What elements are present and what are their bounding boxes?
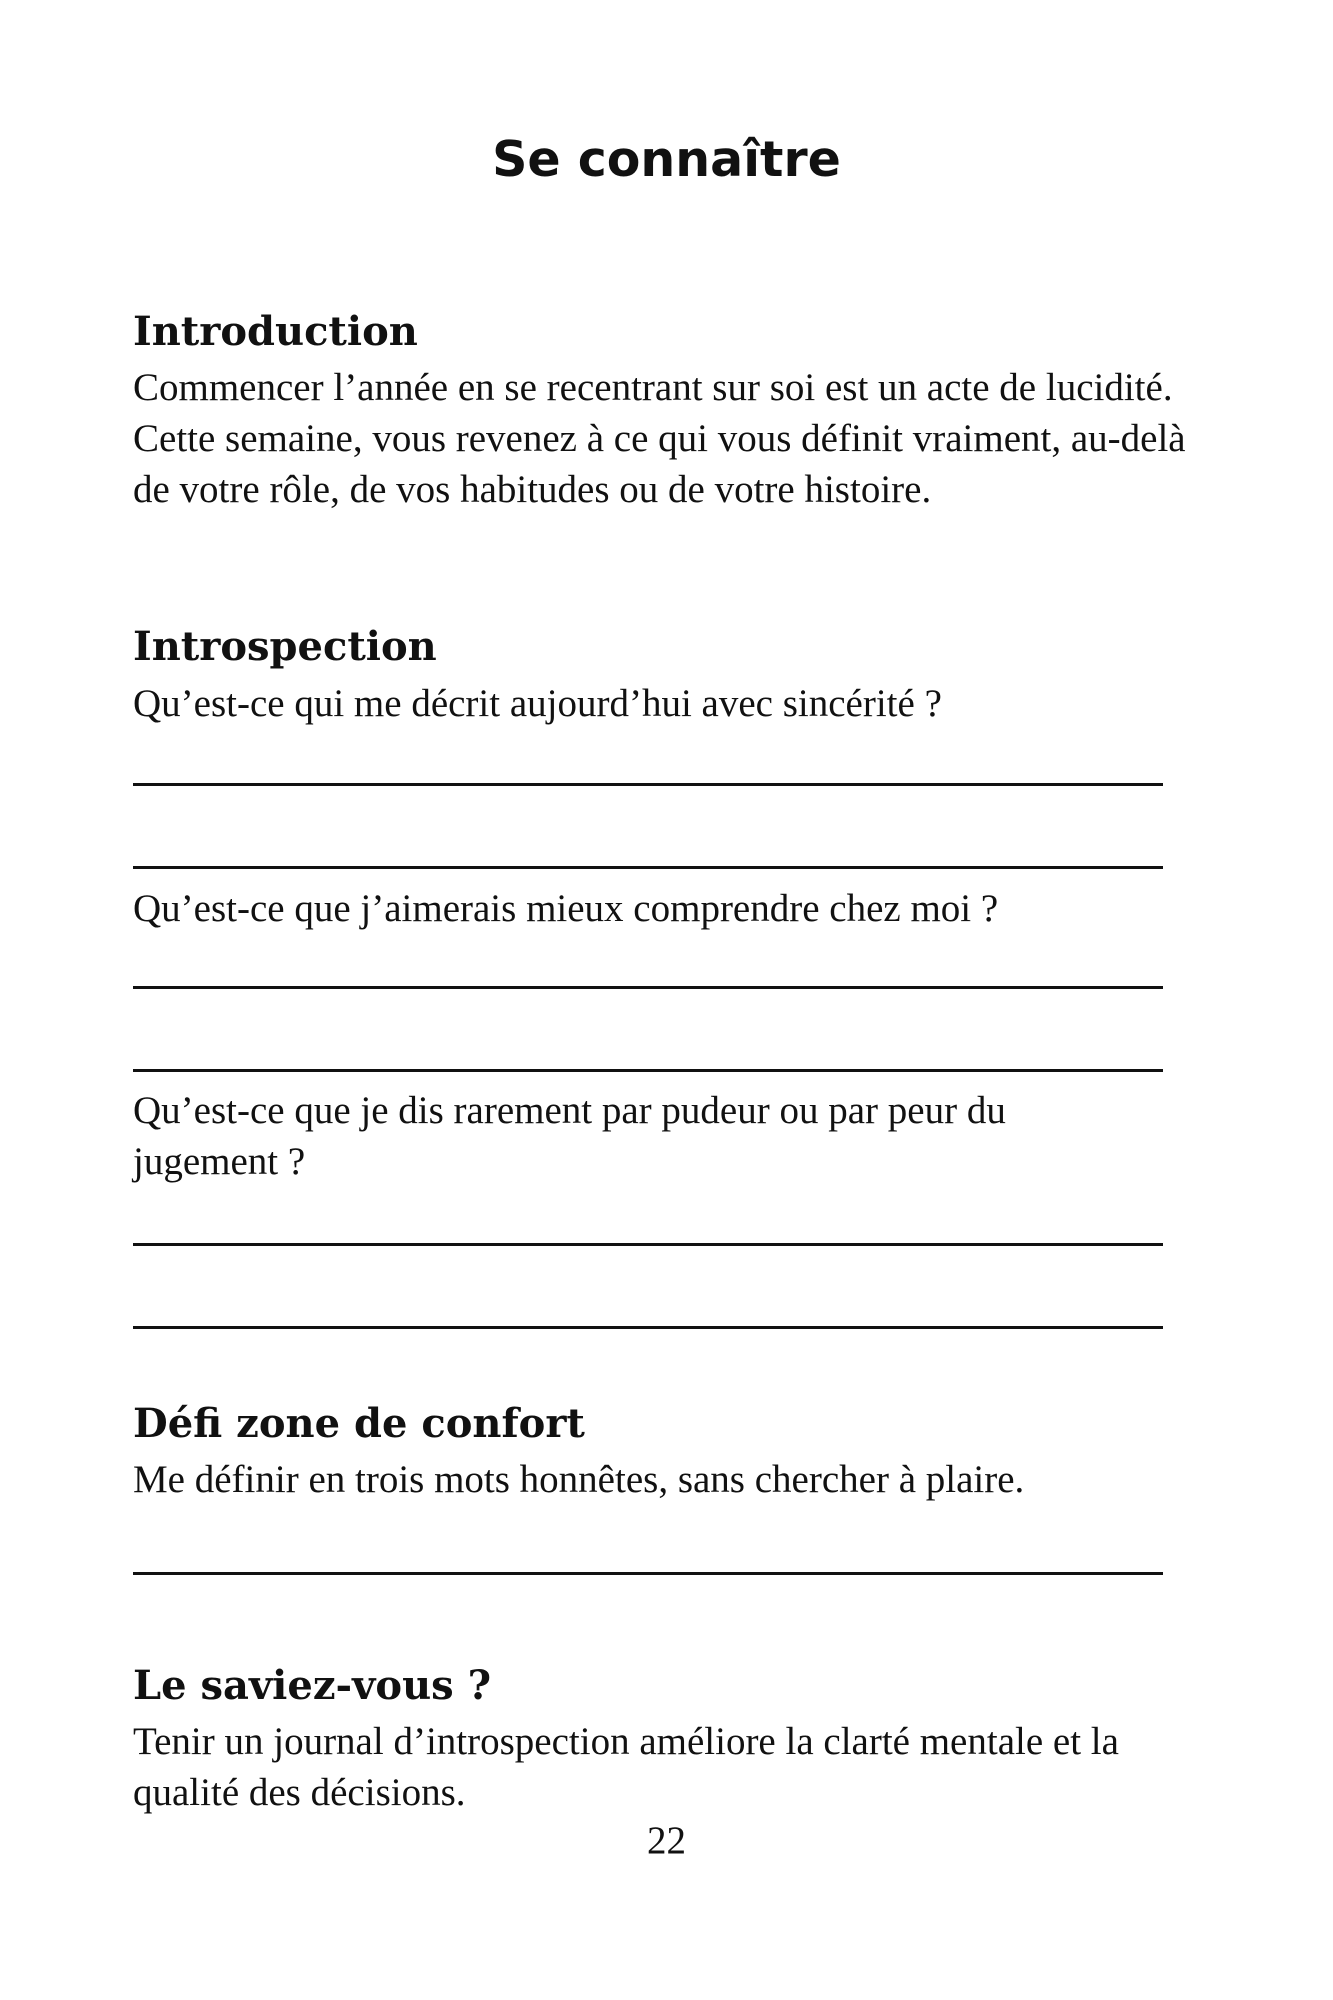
fact-text: Tenir un journal d’introspection améliore la clarté mentale et la qualité des décisions. bbox=[133, 1720, 1119, 1814]
answer-line-1a[interactable] bbox=[133, 783, 1163, 786]
introduction-text: Commencer l’année en se recentrant sur soi est un acte de lucidité. Cette semaine, vous revenez à ce qui vous définit vraiment, au-delà de votre rôle, de vos habitudes ou de votre histoire. bbox=[133, 366, 1186, 511]
question-3: Qu’est-ce que je dis rarement par pudeur ou par peur du jugement ? bbox=[133, 1089, 1006, 1183]
answer-line-3b[interactable] bbox=[133, 1326, 1163, 1329]
question-1: Qu’est-ce qui me décrit aujourd’hui avec sincérité ? bbox=[133, 682, 942, 725]
answer-line-1b[interactable] bbox=[133, 866, 1163, 869]
introspection-heading: Introspection bbox=[133, 623, 437, 670]
answer-line-2a[interactable] bbox=[133, 986, 1163, 989]
page-title: Se connaître bbox=[492, 131, 841, 188]
challenge-text: Me définir en trois mots honnêtes, sans chercher à plaire. bbox=[133, 1458, 1025, 1501]
introduction-heading: Introduction bbox=[133, 308, 418, 355]
fact-heading: Le saviez-vous ? bbox=[133, 1662, 492, 1709]
question-2: Qu’est-ce que j’aimerais mieux comprendre chez moi ? bbox=[133, 887, 999, 930]
challenge-heading: Défi zone de confort bbox=[133, 1400, 585, 1447]
answer-line-3a[interactable] bbox=[133, 1243, 1163, 1246]
challenge-answer-line[interactable] bbox=[133, 1572, 1163, 1575]
answer-line-2b[interactable] bbox=[133, 1069, 1163, 1072]
page-number: 22 bbox=[647, 1819, 686, 1862]
